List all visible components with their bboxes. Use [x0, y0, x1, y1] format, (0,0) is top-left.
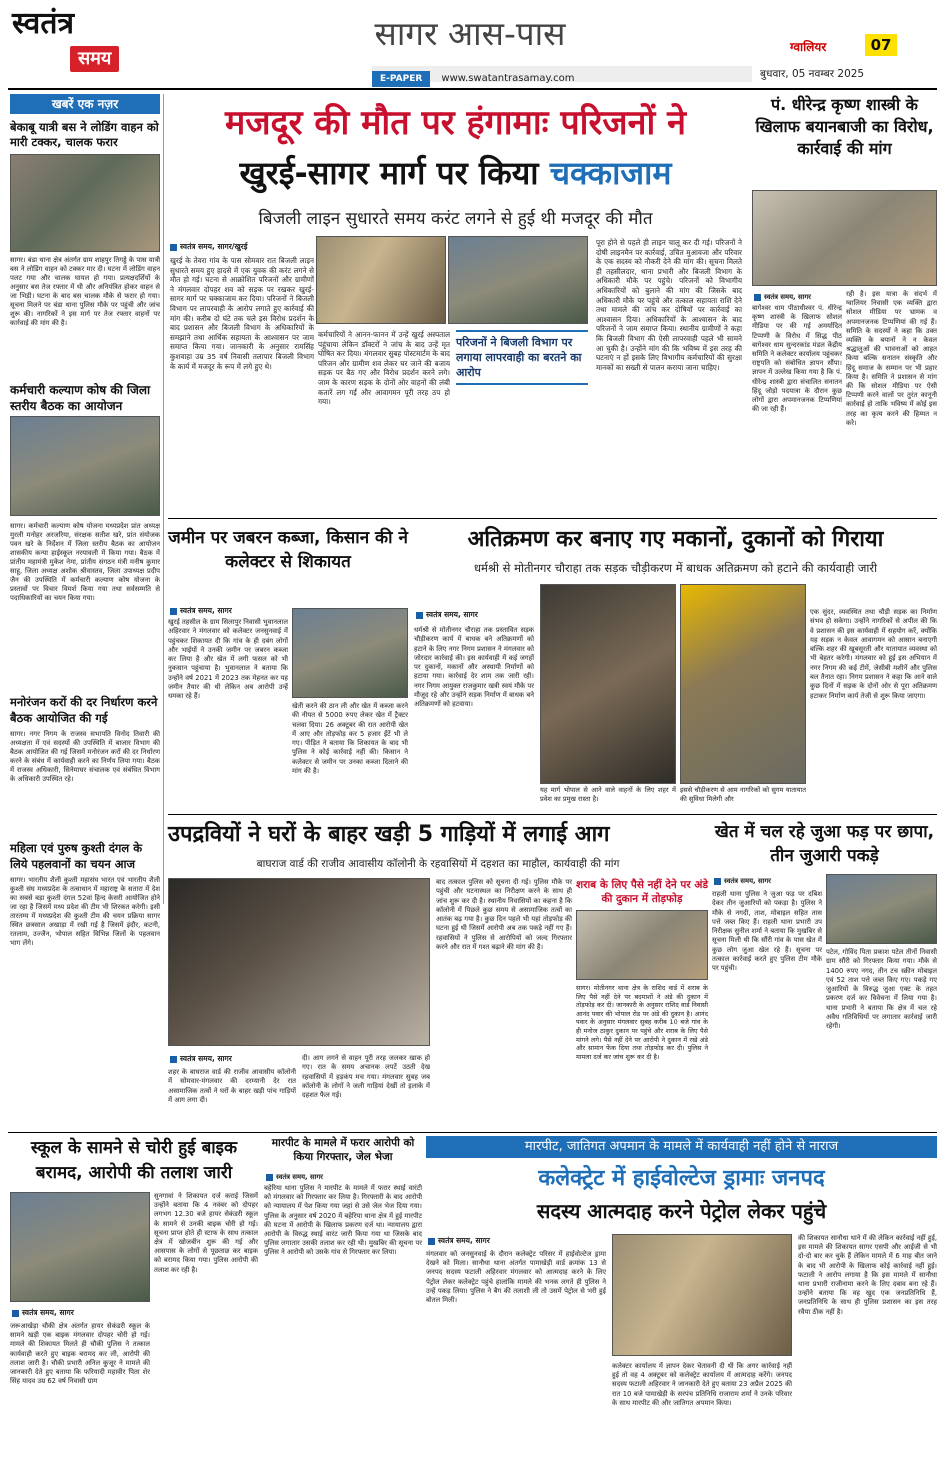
- arson-story: [168, 818, 708, 1130]
- liquor-body: सागर। मोतीनगर थाना क्षेत्र के राशिद वार्ड में शराब के लिए पैसे नहीं देने पर बदमाशों ने अंडे की दुकान में तोड़फोड़ कर दी। जानकारी के अनुसार राशिद वार्ड निवासी आनंद पवार की भोपाल रोड पर अंडे की दुकान है। आनंद पवार के अनुसार मंगलवार सुबह करीब 10 बजे गांव के ही मनोज ठाकुर दुकान पर पहुंचे और शराब के लिए पैसे मांगने लगे। पैसे नहीं देने पर आरोपी ने दुकान में रखे अंडे और सामान फेंक दिया तथा तोड़फोड़ कर दी। पुलिस ने मामला दर्ज कर जांच शुरू कर दी है।: [576, 984, 708, 1061]
- sidebar-story4-title[interactable]: महिला एवं पुरुष कुश्ती दंगल के लिये पहलवानों का चयन आज: [10, 841, 143, 871]
- encroach-col3: एक सुंदर, व्यवस्थित तथा चौड़ी सड़क का निर्माण संभव हो सकेगा। उन्होंने नागरिकों से अपील की कि वे प्रशासन की इस कार्यवाही में सहयोग करें, क्योंकि यह सड़क न केवल आवागमन को आसान बनाएगी बल्कि शहर की खूबसूरती और यातायात व्यवस्था को भी बेहतर करेगी। मंगलवार को हुई इस अभियान में नगर निगम की कई टीमें, जेसीबी मशीनें और पुलिस बल तैनात रहा। निगम प्रशासन ने कहा कि आने वाले कुछ दिनों में सड़क के दोनों ओर से पूरा अतिक्रमण हटाकर निर्माण कार्य तेजी से शुरू किया जाएगा।: [810, 608, 937, 700]
- encroach-story: [414, 522, 937, 812]
- encroach-photo-2: [680, 584, 806, 784]
- lead-col1: खुरई के तेवरा गांव के पास सोमवार रात बिजली लाइन सुधारते समय हुए हादसे में एक युवक की करंट लगने से मौत हो गई। घटना से आक्रोशित परिजनों और ग्रामीणों ने मंगलवार दोपहर शव को सड़क पर रखकर खुरई-सागर मार्ग पर चक्काजाम कर दिया। परिजनों ने बिजली विभाग पर लापरवाही के आरोप लगाते हुए कार्रवाई की मांग की। करीब दो घंटे तक चले इस विरोध प्रदर्शन के बाद प्रशासन और बिजली विभाग के अधिकारियों के समझाने तथा आर्थिक सहायता के आश्वासन पर जाम समाप्त किया गया। जानकारी के अनुसार रामसिंह कुशवाहा उम्र 35 वर्ष निवासी तलापार बिजली विभाग के कार्य में मजदूर के रूप में लगे हुए थे।: [170, 256, 314, 371]
- collectorate-story: [426, 1136, 937, 1460]
- encroach-headline[interactable]: अतिक्रमण कर बनाए गए मकानों, दुकानों को गिराया: [467, 527, 884, 552]
- right-top-byline: स्वतंत्र समय, सागर: [754, 292, 844, 301]
- land-col1: खुरई तहसील के ग्राम सिलापुर निवासी भुवानलाल अहिरवार ने मंगलवार को कलेक्टर जनसुनवाई में पहुंचकर शिकायत दी कि गांव के ही दबंग लोगों और भाईयों ने उनकी जमीन पर जबरन कब्जा कर लिया है और खेत में लगी फसल को भी नुकसान पहुंचाया है। भुवानलाल ने बताया कि उन्होंने वर्ष 2021 में 2023 तक मेहनत कर यह जमीन तैयार की थी लेकिन अब आरोपी उन्हें धमका रहे हैं।: [168, 618, 288, 701]
- bike-photo: [10, 1192, 150, 1302]
- bike-col2: सुनगावां ने शिकायत दर्ज कराई जिसमें उन्होंने बताया कि 4 नवंबर को दोपहर लगभग 12.30 बजे हायर सेकंडरी स्कूल के सामने से उनकी बाइक चोरी हो गई। सूचना प्राप्त होते ही स्टाफ के साथ तत्काल क्षेत्र में खोजबीन शुरू की गई और आसपास के लोगों से पूछताछ कर बाइक को बरामद किया गया। पुलिस आरोपी की तलाश कर रही है।: [154, 1192, 258, 1274]
- lead-story: [168, 94, 743, 514]
- sidebar-divider: [163, 94, 164, 904]
- arson-col1: शहर के बाघराज वार्ड की राजीव आवासीय कॉलोनी में सोमवार-मंगलवार की दरम्यानी देर रात असामाजिक तत्वों ने घरों के बाहर खड़ी पांच गाड़ियों में आग लगा दी।: [168, 1068, 296, 1104]
- arson-photo: [168, 878, 430, 1046]
- lead-headline-2a: खुरई-सागर मार्ग पर किया: [239, 154, 550, 192]
- gamble-headline[interactable]: खेत में चल रहे जुआ फड़ पर छापा, तीन जुआरी पकड़े: [714, 822, 935, 866]
- lead-photo-1: [316, 236, 446, 324]
- divider-row1: [168, 518, 937, 519]
- lead-headline-1[interactable]: मजदूर की मौत पर हंगामाः परिजनों ने: [224, 103, 686, 143]
- encroach-subhead: धर्मश्री से मोतीनगर चौराहा तक सड़क चौड़ीकरण में बाधक अतिक्रमण को हटाने की कार्यवाही जारी: [473, 561, 878, 575]
- collectorate-byline: स्वतंत्र समय, सागर: [428, 1236, 588, 1246]
- bike-byline: स्वतंत्र समय, सागर: [12, 1308, 142, 1318]
- land-byline: स्वतंत्र समय, सागर: [170, 606, 290, 616]
- bike-story: [10, 1136, 258, 1460]
- section-title: सागर आस-पास: [374, 14, 566, 53]
- sidebar-story4-body: सागर। भारतीय शैली कुश्ती महासंघ भारत एवं भारतीय शैली कुश्ती संघ मध्यप्रदेश के तत्वाधान में महाराष्ट्र के सतारा में देश का सबसे बड़ा कुश्ती दंगल 52वां हिन्द केसरी आयोजित होने जा रहा है जिसमें मध्य प्रदेश की टीम भी शिरकत करेगी। इसी तारतम्य में मध्यप्रदेश की कुश्ती टीम की चयन प्रक्रिया सागर स्थित छत्रसाल अखाड़ा में रखी गई है जिसमें इंदौर, कटनी, रतलाम, उज्जैन, भोपाल सहित विभिन्न जिलों के पहलवान भाग लेंगे।: [10, 876, 160, 947]
- sidebar-story3-title[interactable]: मनोरंजन करों की दर निर्धारण करने बैठक आयोजित की गई: [10, 695, 158, 725]
- sidebar-story2-body: सागर। कर्मचारी कल्याण कोष योजना मध्यप्रदेश प्रांत अध्यक्ष मुरली मनोहर अरजरिया, संरक्षक सतीश खरे, प्रांत संयोजक पवन खरे के निर्देशन में जिला स्तरीय बैठक का आयोजन शासकीय कन्या हाईस्कूल नरयावली में किया गया। बैठक में प्रांतीय महामंत्री मुकेश नेमा, प्रांतीय संगठन मंत्री मनीष कुमार साहू, जिला अध्यक्ष अशोक श्रीवास्तव, जिला उपाध्यक्ष प्रदीप जैन की उपस्थिति में कर्मचारी कल्याण कोष योजना के प्रस्तावों पर विचार विमर्श किया गया तथा सर्वसम्मति से पदाधिकारियों का चयन किया गया।: [10, 522, 160, 602]
- land-headline[interactable]: जमीन पर जबरन कब्जा, किसान की ने कलेक्टर से शिकायत: [168, 528, 408, 572]
- divider-row2: [168, 814, 937, 815]
- masthead-divider: [8, 88, 937, 90]
- arson-subhead: बाघराज वार्ड की राजीव आवासीय कॉलोनी के रहवासियों में दहशत का माहौल, कार्यवाही की मांग: [256, 858, 620, 870]
- collectorate-headline-1[interactable]: कलेक्ट्रेट में हाईवोल्टेज ड्रामाः जनपद: [538, 1166, 825, 1191]
- collectorate-col2: कलेक्टर कार्यालय में ज्ञापन देकर चेतावनी दी थी कि अगर कार्रवाई नहीं हुई तो वह 4 अक्टूबर को कलेक्ट्रेट कार्यालय में आत्मदाह करेंगे। जनपद सदस्य फटाली अहिरवार ने जानकारी देते हुए बताया 23 अप्रैल 2025 की रात 10 बजे पामाखेड़ी के सरपंच प्रतिनिधि राजाराम शर्मा ने उनके परिवार के साथ मारपीट की और जातिगत अपमान किया।: [612, 1362, 792, 1407]
- lead-byline: स्वतंत्र समय, सागर/खुरई: [170, 242, 320, 252]
- sidebar-story3-body: सागर। नगर निगम के राजस्व सभापति विनोद तिवारी की अध्यक्षता में एवं सदस्यों की उपस्थिति में बाजार विभाग की बैठक आयोजित की गई जिसमें मनोरंजन करों की दर निर्धारण करने के संबंध में कार्यवाही करने का निर्णय लिया गया। बैठक में राजस्व अधिकारी, सिनेमाघर संचालक एवं संबंधित विभाग के अधिकारी उपस्थित रहे।: [10, 730, 160, 783]
- assault-byline: स्वतंत्र समय, सागर: [266, 1172, 422, 1181]
- lead-headline-2[interactable]: [168, 150, 743, 196]
- liquor-headline[interactable]: शराब के लिए पैसे नहीं देने पर अंडे की दुकान में तोड़फोड़: [576, 879, 708, 905]
- lead-headline-2b: चक्काजाम: [549, 154, 672, 192]
- liquor-box: [576, 878, 708, 1128]
- lead-col3: पूरा होने से पहले ही लाइन चालू कर दी गई। परिजनों ने दोषी लाइनमैन पर कार्रवाई, उचित मुआवजा और परिवार के एक सदस्य को नौकरी देने की मांग की। सूचना मिलते ही तहसीलदार, थाना प्रभारी और बिजली विभाग के अधिकारी मौके पर पहुंचे। परिजनों को विभागीय अधिकारियों को बुलाने की मांग की जिसके बाद अधिकारी मौके पर पहुंचे और तत्काल सहायता राशि देने तथा मामले की जांच कर दोषियों पर कार्रवाई का आश्वासन दिया। अधिकारियों के आश्वासन के बाद परिजनों ने जाम समाप्त किया। स्थानीय ग्रामीणों ने कहा कि बिजली विभाग की ऐसी लापरवाही पहले भी सामने आ चुकी है। उन्होंने मांग की कि भविष्य में इस तरह की घटनाएं न हों इसके लिए विभागीय कर्मचारियों की सुरक्षा मानकों का सख्ती से पालन कराया जाना चाहिए।: [596, 238, 742, 372]
- encroach-col1: धर्मश्री से मोतीनगर चौराहा तक प्रस्तावित सड़क चौड़ीकरण कार्य में बाधक बने अतिक्रमणों को हटाने के लिए नगर निगम प्रशासन ने मंगलवार को जोरदार कार्रवाई की। इस कार्यवाही में कई जगहों पर दुकानों, मकानों और अस्थायी निर्माणों को हटाया गया। कार्रवाई देर शाम तक जारी रही। नगर निगम आयुक्त राजकुमार खत्री स्वयं मौके पर मौजूद रहे और उन्होंने सड़क निर्माण में बाधक बने अतिक्रमणों को हटवाया।: [414, 626, 534, 709]
- bike-col1: जरूआखेड़ा चौकी क्षेत्र अंतर्गत हायर सेकंडरी स्कूल के सामने खड़ी एक बाइक मंगलवार दोपहर चोरी हो गई। मामले की शिकायत मिलते ही चौकी पुलिस ने तत्काल कार्यवाही करते हुए बाइक बरामद कर ली, आरोपी की तलाश जारी है। चौकी प्रभारी अनिल कुजूर ने मामले की जानकारी देते हुए बताया कि फरियादी महावीर पिता शेर सिंह यादव उम्र 62 वर्ष निवासी ग्राम: [10, 1322, 150, 1386]
- sidebar-story2-photo: [10, 416, 160, 516]
- gamble-byline: स्वतंत्र समय, सागर: [714, 876, 824, 885]
- collectorate-kicker: मारपीट, जातिगत अपमान के मामले में कार्यवाही नहीं होने से नाराज: [426, 1136, 937, 1158]
- lead-col2: कर्मचारियों ने आनन-फानन में उन्हें खुरई अस्पताल पहुंचाया लेकिन डॉक्टरों ने जांच के बाद उन्हें मृत घोषित कर दिया। मंगलवार सुबह पोस्टमार्टम के बाद परिजन और ग्रामीण शव लेकर घर जाने की बजाय सड़क पर बैठ गए और विरोध प्रदर्शन करने लगे। जाम के कारण सड़क के दोनों ओर वाहनों की लंबी कतारें लग गईं और आवागमन पूरी तरह ठप हो गया।: [318, 330, 450, 407]
- epaper-label: E-PAPER: [372, 71, 430, 87]
- epaper-bar: [372, 66, 752, 82]
- sidebar-story2-title[interactable]: कर्मचारी कल्याण कोष की जिला स्तरीय बैठक का आयोजन: [10, 383, 151, 413]
- lead-photo-2: [448, 236, 588, 324]
- logo-bottom-text: समय: [70, 46, 119, 72]
- land-photo: [292, 608, 408, 698]
- sidebar-header: खबरें एक नज़र: [10, 94, 160, 114]
- page-number: 07: [865, 34, 897, 56]
- land-col2: खेती करने की ठान ली और खेत में कब्जा करने की नीयत से 5000 रुपए लेकर खेत में ट्रैक्टर चलवा दिया। 26 अक्टूबर की रात आरोपी खेत में आए और तोड़फोड़ कर 5 हजार ईंटें भी ले गए। पीड़ित ने बताया कि शिकायत के बाद भी पुलिस ने कोई कार्रवाई नहीं की। किसान ने कलेक्टर से जमीन पर उनका कब्जा दिलाने की मांग की है।: [292, 702, 408, 776]
- logo-top-text: स्वतंत्र: [12, 6, 75, 41]
- sidebar-story1-body: सागर। बंडा थाना क्षेत्र अंतर्गत ग्राम शाहपुर तिगड्डे के पास यात्री बस ने लोडिंग वाहन को टक्कर मार दी। घटना में लोडिंग वाहन पलट गया और चालक घायल हो गया। प्रत्यक्षदर्शियों के अनुसार बस तेज रफ्तार में थी और अनियंत्रित होकर वाहन से जा भिड़ी। घटना के बाद बस चालक मौके से फरार हो गया। सूचना मिलने पर बंडा थाना पुलिस मौके पर पहुंची और जांच शुरू की। नागरिकों ने इस मार्ग पर तेज रफ्तार वाहनों पर कार्रवाई की मांग की है।: [10, 256, 160, 327]
- encroach-caption-2: इससे चौड़ीकरण से आम नागरिकों को सुगम यातायात की सुविधा मिलेगी और: [680, 786, 806, 803]
- arson-col2: दी। आग लगने से वाहन पूरी तरह जलकर खाक हो गए। रात के समय अचानक लपटें उठती देख रहवासियों में हड़कंप मच गया। मंगलवार सुबह जब कॉलोनी के लोगों ने जली गाड़ियां देखीं तो इलाके में दहशत फैल गई।: [302, 1054, 430, 1100]
- collectorate-col1: मंगलवार को जनसुनवाई के दौरान कलेक्ट्रेट परिसर में हाईवोल्टेज ड्रामा देखने को मिला। सानौधा थाना अंतर्गत पामाखेड़ी वार्ड क्रमांक 13 से जनपद सदस्य फटाली अहिरवार मंगलवार को आत्मदाह करने के लिए पेट्रोल लेकर कलेक्ट्रेट पहुंचे हालांकि मामले की भनक लगते ही पुलिस ने उन्हें पकड़ लिया। पुलिस ने बैग की तलाशी ली तो उसमें पेट्रोल से भरी हुई बोतल मिली।: [426, 1250, 606, 1305]
- arson-col3: बाद तत्काल पुलिस को सूचना दी गई। पुलिस मौके पर पहुंची और घटनास्थल का निरीक्षण करने के साथ ही जांच शुरू कर दी है। स्थानीय निवासियों का कहना है कि कॉलोनी में पिछले कुछ समय से असामाजिक तत्वों का आतंक बढ़ गया है। कुछ दिन पहले भी यहां तोड़फोड़ की घटना हुई थी जिसमें आरोपी अब तक पकड़े नहीं गए हैं। रहवासियों ने पुलिस से आरोपियों को जल्द गिरफ्तार करने और रात में गश्त बढ़ाने की मांग की है।: [436, 878, 572, 952]
- issue-date: बुधवार, 05 नवम्बर 2025: [760, 68, 865, 80]
- logo[interactable]: [12, 6, 130, 78]
- right-top-col2: रही है। इस यात्रा के संदर्भ में ग्वालियर निवासी एक व्यक्ति द्वारा सोशल मीडिया पर भ्रामक व अपमानजनक टिप्पणियां की गई हैं। समिति के सदस्यों ने कहा कि उक्त व्यक्ति के बयानों ने न केवल श्रद्धालुओं की भावनाओं को आहत किया बल्कि सनातन संस्कृति और हिंदू समाज के सम्मान पर भी प्रहार किया है। समिति ने प्रशासन से मांग की कि सोशल मीडिया पर ऐसी टिप्पणी करने वालों पर तुरंत कानूनी कार्रवाई हो ताकि भविष्य में कोई इस तरह का कृत्य करने की हिम्मत न करे।: [846, 290, 937, 427]
- sidebar-story1-title[interactable]: बेकाबू यात्री बस ने लोडिंग वाहन को मारी टक्कर, चालक फरार: [10, 120, 159, 149]
- city-label: ग्वालियर: [790, 40, 827, 54]
- encroach-caption-1: यह मार्ग भोपाल से आने वाले वाहनों के लिए शहर में प्रवेश का प्रमुख रास्ता है।: [540, 786, 676, 803]
- gamble-col2: पटेल, गोविंद पिता प्रकाश पटेल तीनों निवासी ग्राम सौंरी को गिरफ्तार किया गया। मौके से 1400 रुपए नगद, तीन टच स्क्रीन मोबाइल एवं 52 ताश पत्ते जब्त किए गए। पकड़े गए जुआरियों के विरुद्ध जुआ एक्ट के तहत प्रकरण दर्ज कर विवेचना में लिया गया है। थाना प्रभारी ने बताया कि क्षेत्र में चल रहे अवैध गतिविधियों पर लगातार कार्रवाई जारी रहेगी।: [826, 948, 937, 1031]
- collectorate-col3: की शिकायत सानौधा थाने में की लेकिन कार्रवाई नहीं हुई, इस मामले की शिकायत सागर एसपी और आईजी से भी दो-दो बार कर चुके हैं लेकिन मामले में 6 माह बीत जाने के बाद भी आरोपी के खिलाफ कोई कार्रवाई नहीं हुई। फटाली ने आरोप लगाया है कि इस मामले में सानौधा थाना प्रभारी राजीनामा करने के लिए दबाव बना रहे हैं। उन्होंने बताया कि वह खुद एक जनप्रतिनिधि हैं, जनप्रतिनिधि के साथ ही पुलिस प्रशासन का इस तरह रवैया ठीक नहीं है।: [798, 1234, 937, 1316]
- right-top-story: [752, 94, 937, 514]
- gamble-story: [712, 818, 937, 1130]
- divider-row3: [8, 1132, 937, 1133]
- website-link[interactable]: www.swatantrasamay.com: [441, 73, 575, 84]
- collectorate-headline-2[interactable]: सदस्य आत्मदाह करने पेट्रोल लेकर पहुंचे: [536, 1199, 827, 1223]
- assault-headline[interactable]: मारपीट के मामले में फरार आरोपी को किया गिरफ्तार, जेल भेजा: [271, 1137, 415, 1163]
- lead-pull-quote: परिजनों ने बिजली विभाग पर लगाया लापरवाही का बरतने का आरोप: [456, 330, 588, 385]
- gamble-photo: [826, 874, 937, 944]
- collectorate-photo: [612, 1234, 792, 1356]
- land-story: [168, 522, 408, 812]
- right-top-col1: बागेश्वर धाम पीठाधीश्वर पं. धीरेन्द्र कृष्ण शास्त्री के खिलाफ सोशल मीडिया पर की गई अमर्यादित टिप्पणी के विरोध में सिद्ध पीठ बागेश्वर धाम सुन्दरकांड मंडल केंद्रीय समिति ने कलेक्टर कार्यालय पहुंचकर राष्ट्रपति को संबोधित ज्ञापन सौंपा। ज्ञापन में उल्लेख किया गया है कि पं. धीरेन्द्र शास्त्री द्वारा संचालित सनातन हिंदू जोड़ो पदयात्रा के दौरान कुछ लोगों द्वारा अपमानजनक टिप्पणियां की जा रही हैं।: [752, 304, 842, 414]
- encroach-photo-1: [540, 584, 676, 784]
- encroach-byline: स्वतंत्र समय, सागर: [416, 610, 536, 620]
- right-top-headline[interactable]: पं. धीरेन्द्र कृष्ण शास्त्री के खिलाफ बयानबाजी का विरोध, कार्रवाई की मांग: [755, 95, 934, 158]
- assault-body: बहेरिया थाना पुलिस ने मारपीट के मामले में फरार स्थाई वारंटी को मंगलवार को गिरफ्तार कर लिया है। गिरफ्तारी के बाद आरोपी को न्यायालय में पेश किया गया जहां से उसे जेल भेज दिया गया। पुलिस के अनुसार वर्ष 2020 में बहेरिया थाना क्षेत्र में हुई मारपीट की घटना में आरोपी के खिलाफ प्रकरण दर्ज था। न्यायालय द्वारा आरोपी के विरुद्ध स्थाई वारंट जारी किया गया था जिसके बाद पुलिस लगातार उसकी तलाश कर रही थी। मुखबिर की सूचना पर पुलिस ने आरोपी को उसके गांव से गिरफ्तार कर लिया।: [264, 1184, 422, 1257]
- assault-story: [264, 1136, 422, 1460]
- bike-headline[interactable]: स्कूल के सामने से चोरी हुई बाइक बरामद, आरोपी की तलाश जारी: [30, 1138, 238, 1183]
- masthead: [0, 0, 945, 92]
- right-top-photo: [752, 190, 937, 286]
- lead-subhead: बिजली लाइन सुधारते समय करंट लगने से हुई थी मजदूर की मौत: [258, 209, 653, 229]
- arson-headline[interactable]: उपद्रवियों ने घरों के बाहर खड़ी 5 गाड़ियों में लगाई आग: [168, 822, 610, 847]
- gamble-col1: राहली थाना पुलिस ने जुआ फड़ पर दबिश देकर तीन जुआरियों को पकड़ा है। पुलिस ने मौके से नगदी, ताश, मोबाइल सहित तास पत्ते जब्त किए हैं। राहली थाना प्रभारी उप निरीक्षक सुनील शर्मा ने बताया कि मुखबिर से सूचना मिली थी कि सौंरी गांव के पास खेत में कुछ लोग जुआ खेल रहे हैं। सूचना पर तत्काल कार्रवाई करते हुए पुलिस टीम मौके पर पहुंची।: [712, 890, 822, 973]
- arson-byline: स्वतंत्र समय, सागर: [170, 1054, 330, 1064]
- sidebar-story1-photo: [10, 154, 160, 252]
- liquor-photo: [576, 910, 708, 980]
